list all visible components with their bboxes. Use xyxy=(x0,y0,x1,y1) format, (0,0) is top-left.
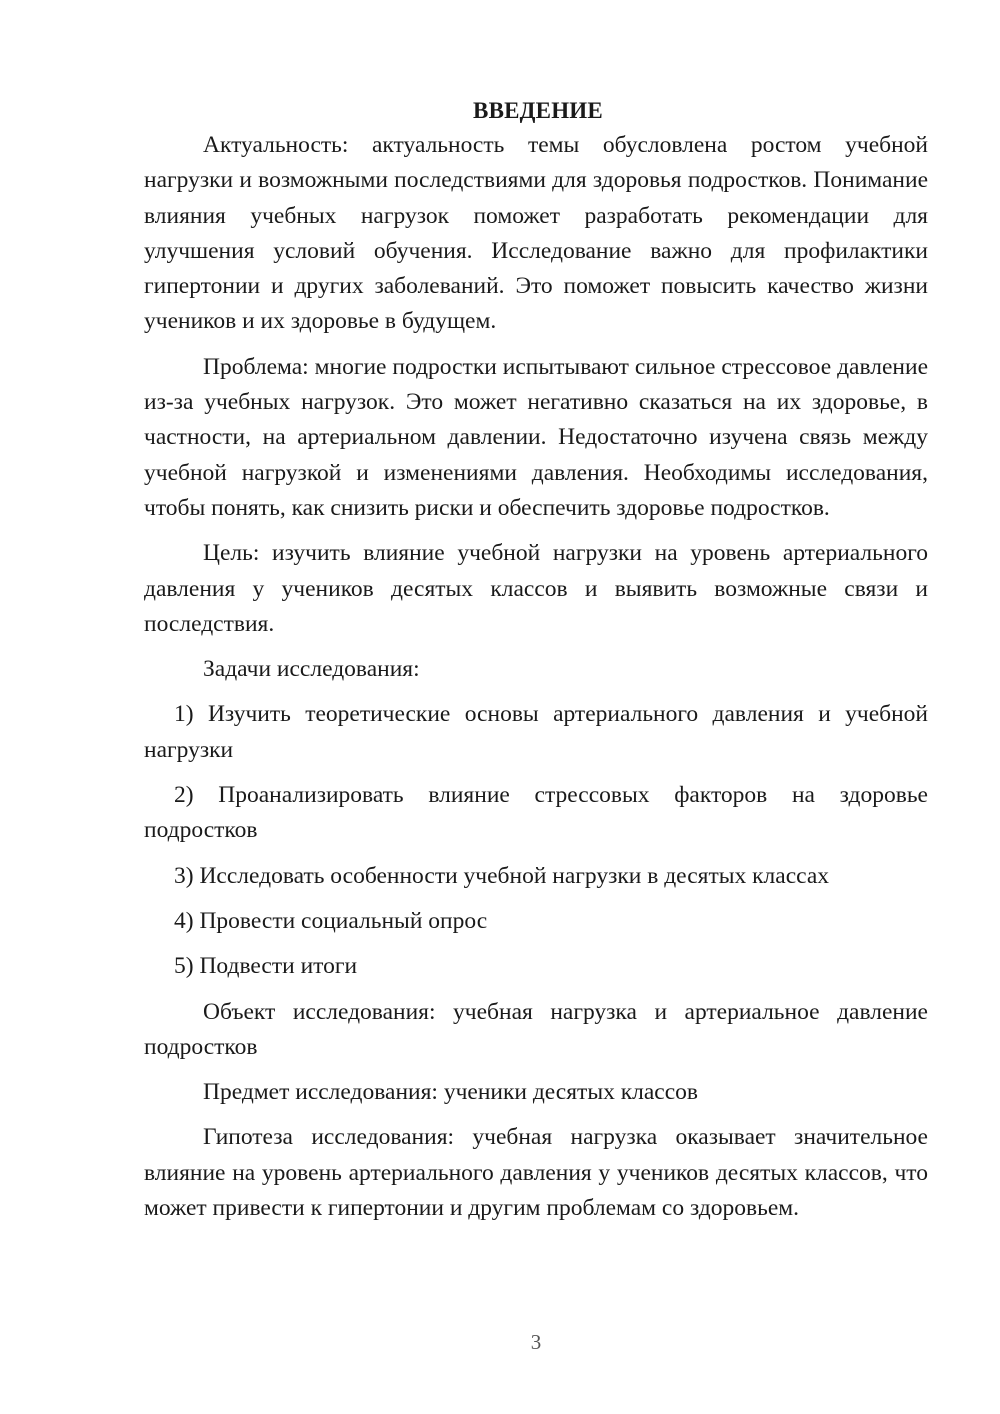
task-item-4: 4) Провести социальный опрос xyxy=(174,907,488,934)
document-page xyxy=(144,94,928,1236)
paragraph-hypothesis: Гипотеза исследования: учебная нагрузка оказывает значительное влияние на уровень артериального давления у учеников десятых классов, что может привести к гипертонии и другим проблемам со здоровьем. xyxy=(144,1124,928,1222)
paragraph-object: Объект исследования: учебная нагрузка и артериальное давление подростков xyxy=(144,998,928,1060)
document-title: ВВЕДЕНИЕ xyxy=(473,98,603,123)
task-item-1: 1) Изучить теоретические основы артериального давления и учебной нагрузки xyxy=(144,701,928,763)
task-item-3: 3) Исследовать особенности учебной нагрузки в десятых классах xyxy=(174,862,830,889)
paragraph-relevance: Актуальность: актуальность темы обусловлена ростом учебной нагрузки и возможными последствиями для здоровья подростков. Понимание влияния учебных нагрузок поможет разработать рекомендации для улучшения условий обучения. Исследование важно для профилактики гипертонии и других заболеваний. Это поможет повысить качество жизни учеников и их здоровье в будущем. xyxy=(144,132,928,335)
paragraph-goal: Цель: изучить влияние учебной нагрузки на уровень артериального давления у учеников десятых классов и выявить возможные связи и последствия. xyxy=(144,540,928,637)
paragraph-subject: Предмет исследования: ученики десятых классов xyxy=(203,1079,699,1106)
paragraph-problem: Проблема: многие подростки испытывают сильное стрессовое давление из-за учебных нагрузок. Это может негативно сказаться на их здоровье, в частности, на артериальном давлении. Недостаточно изучена связь между учебной нагрузкой и изменениями давления. Необходимы исследования, чтобы понять, как снизить риски и обеспечить здоровье подростков. xyxy=(144,353,928,521)
task-item-5: 5) Подвести итоги xyxy=(174,953,358,980)
paragraph-tasks-heading: Задачи исследования: xyxy=(203,656,420,683)
page-number: 3 xyxy=(530,1330,542,1354)
task-item-2: 2) Проанализировать влияние стрессовых факторов на здоровье подростков xyxy=(144,782,928,844)
